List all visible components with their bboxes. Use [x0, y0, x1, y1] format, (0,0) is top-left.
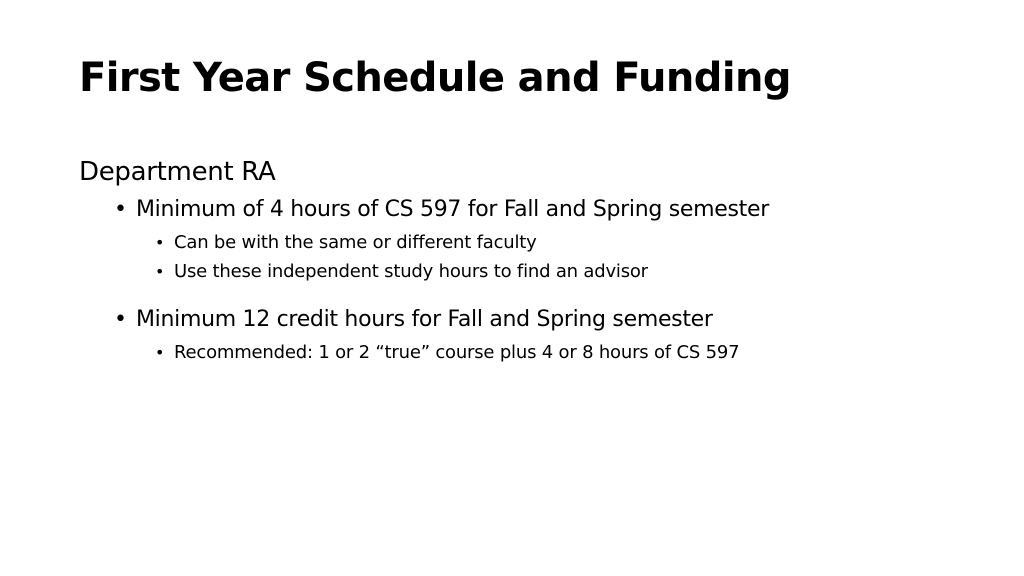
bullet-text: Minimum of 4 hours of CS 597 for Fall and Spring semester — [136, 197, 769, 222]
bullet-item — [79, 192, 979, 228]
bullet-icon: • — [155, 262, 165, 281]
bullet-icon: • — [155, 343, 165, 362]
section-heading: Department RA — [79, 157, 276, 187]
bullet-item — [79, 302, 979, 338]
slide-content — [79, 152, 979, 367]
bullet-text: Minimum 12 credit hours for Fall and Spring semester — [136, 307, 713, 332]
bullet-icon: • — [114, 307, 127, 332]
sub-bullet-item — [79, 228, 979, 257]
sub-bullet-text: Can be with the same or different faculty — [174, 232, 537, 253]
sub-bullet-text: Recommended: 1 or 2 “true” course plus 4 or 8 hours of CS 597 — [174, 342, 740, 363]
sub-bullet-item — [79, 257, 979, 286]
bullet-icon: • — [114, 197, 127, 222]
spacer — [79, 286, 979, 302]
sub-bullet-item — [79, 338, 979, 367]
slide-title: First Year Schedule and Funding — [79, 55, 791, 101]
bullet-icon: • — [155, 233, 165, 252]
sub-bullet-text: Use these independent study hours to find an advisor — [174, 261, 648, 282]
